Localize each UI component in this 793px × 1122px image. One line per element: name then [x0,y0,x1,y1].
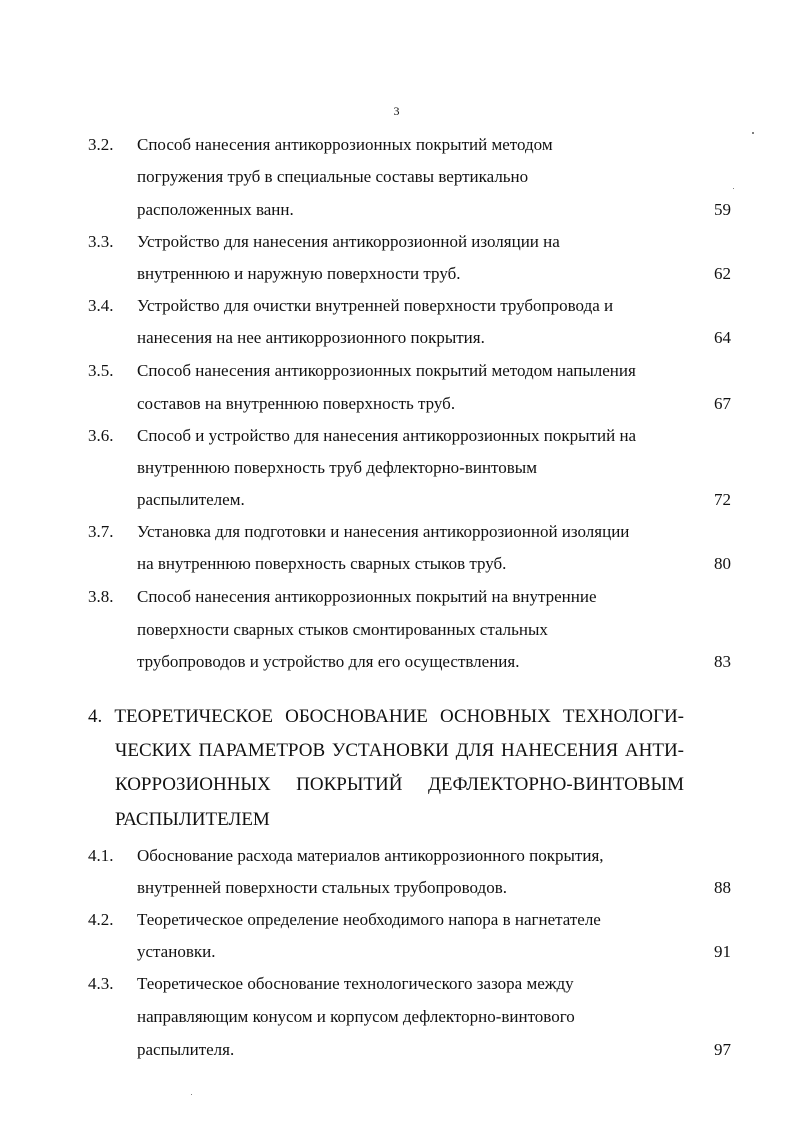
toc-entry-number: 4.1. [88,846,114,865]
toc-entry-page: 64 [714,328,731,347]
toc-entry-line: расположенных ванн. [137,200,294,219]
toc-entry-line: внутреннюю и наружную поверхности труб. [137,264,461,283]
toc-entry-line: направляющим конусом и корпусом дефлекторно-винтового [137,1007,575,1026]
toc-entry-line: нанесения на нее антикоррозионного покрытия. [137,328,485,347]
toc-entry-line: погружения труб в специальные составы вертикально [137,167,529,186]
toc-entry-number: 4.2. [88,910,114,929]
toc-entry-line: распылителя. [137,1040,235,1059]
toc-entry-number: 3.5. [88,361,114,380]
toc-entry-page: 88 [714,878,731,897]
toc-entry-line: распылителем. [137,490,245,509]
toc-entry-line: Способ нанесения антикоррозионных покрытий методом [137,135,553,154]
toc-entry-page: 97 [714,1040,731,1059]
toc-entry-line: Установка для подготовки и нанесения антикоррозионной изоляции [137,522,630,541]
toc-entry-line: на внутреннюю поверхность сварных стыков труб. [137,554,507,573]
toc-entry-line: составов на внутреннюю поверхность труб. [137,394,456,413]
toc-entry-page: 59 [714,200,731,219]
toc-entry-page: 83 [714,652,731,671]
toc-entry-line: Теоретическое обоснование технологического зазора между [137,974,574,993]
toc-entry-number: 3.6. [88,426,114,445]
toc-entry-page: 72 [714,490,731,509]
chapter-heading-line: 4. ТЕОРЕТИЧЕСКОЕ ОБОСНОВАНИЕ ОСНОВНЫХ ТЕХНОЛОГИ- [88,706,684,727]
scan-speck [752,132,754,134]
toc-entry-line: Способ нанесения антикоррозионных покрытий на внутренние [137,587,597,606]
toc-entry-line: трубопроводов и устройство для его осуществления. [137,652,520,671]
toc-entry-page: 80 [714,554,731,573]
toc-entry-number: 3.3. [88,232,114,251]
toc-entry-line: Теоретическое определение необходимого напора в нагнетателе [137,910,601,929]
toc-entry-number: 3.4. [88,296,114,315]
chapter-heading-line: КОРРОЗИОННЫХ ПОКРЫТИЙ ДЕФЛЕКТОРНО-ВИНТОВЫМ [115,774,684,795]
toc-entry-number: 3.2. [88,135,114,154]
toc-entry-line: установки. [137,942,216,961]
toc-entry-line: Способ нанесения антикоррозионных покрытий методом напыления [137,361,636,380]
toc-entry-number: 4.3. [88,974,114,993]
toc-entry-page: 67 [714,394,731,413]
chapter-heading-line: ЧЕСКИХ ПАРАМЕТРОВ УСТАНОВКИ ДЛЯ НАНЕСЕНИЯ АНТИ- [115,740,684,761]
page-number: 3 [393,104,400,118]
toc-entry-page: 62 [714,264,731,283]
toc-entry-number: 3.8. [88,587,114,606]
scan-speck [191,1094,192,1095]
toc-entry-line: внутреннюю поверхность труб дефлекторно-винтовым [137,458,537,477]
toc-entry-line: Способ и устройство для нанесения антикоррозионных покрытий на [137,426,637,445]
toc-entry-line: Обоснование расхода материалов антикоррозионного покрытия, [137,846,604,865]
chapter-heading-line: РАСПЫЛИТЕЛЕМ [115,809,270,830]
toc-entry-line: внутренней поверхности стальных трубопроводов. [137,878,507,897]
toc-entry-line: поверхности сварных стыков смонтированных стальных [137,620,548,639]
toc-entry-page: 91 [714,942,731,961]
toc-entry-number: 3.7. [88,522,114,541]
toc-entry-line: Устройство для очистки внутренней поверхности трубопровода и [137,296,614,315]
scan-speck [733,188,734,189]
toc-entry-line: Устройство для нанесения антикоррозионной изоляции на [137,232,560,251]
